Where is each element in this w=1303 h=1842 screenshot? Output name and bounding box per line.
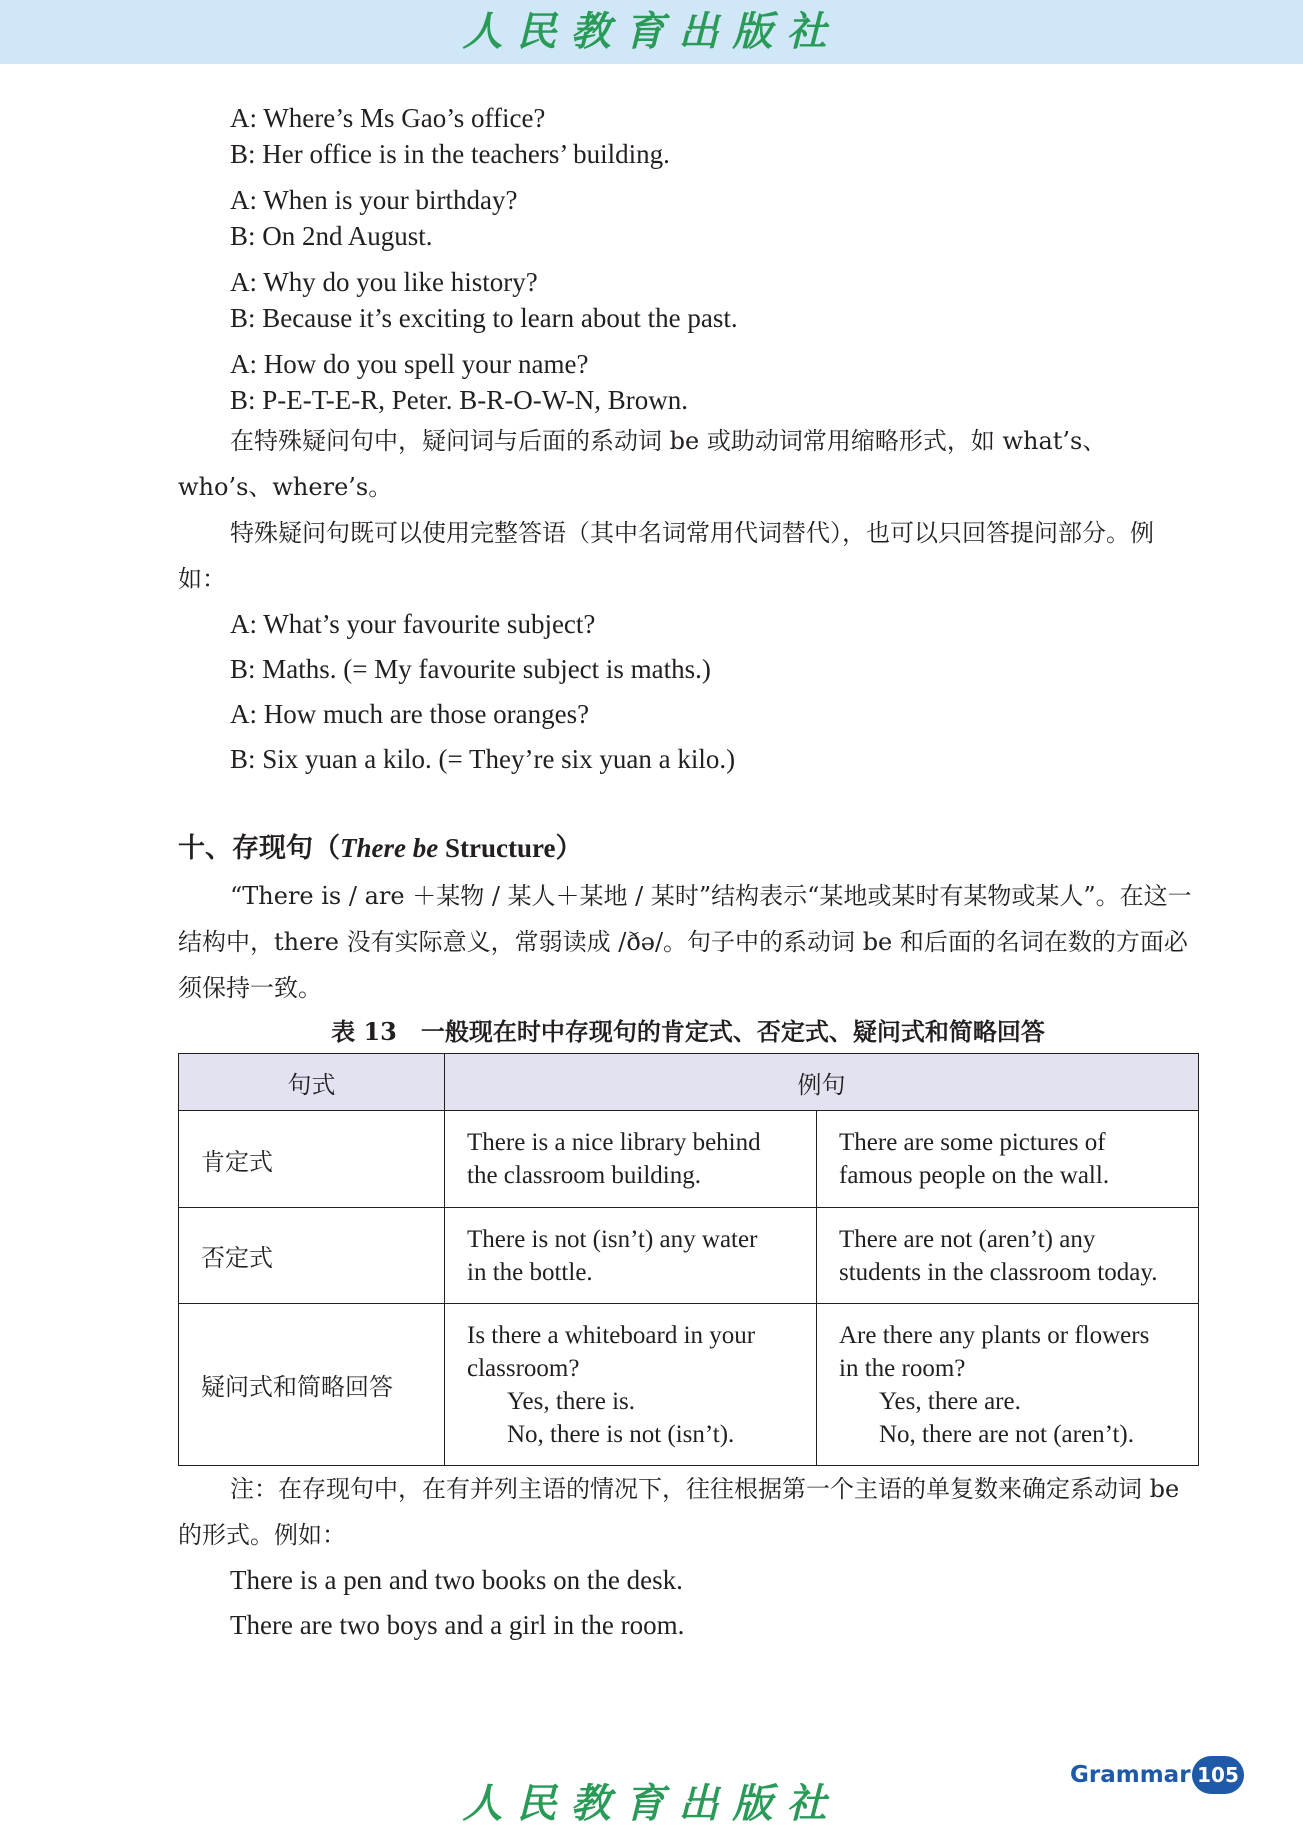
example-text: There is not (isn’t) any water <box>467 1225 758 1253</box>
publisher-logo-top: 人民教育出版社 <box>462 8 841 55</box>
example-line: B: Maths. (= My favourite subject is maths.) <box>230 654 711 684</box>
table-row <box>179 1304 1199 1466</box>
dialog-4 <box>230 346 1198 418</box>
example-line: A: How much are those oranges? <box>230 699 590 729</box>
dialog-line: A: When is your birthday? <box>230 185 518 215</box>
dialog-line: A: How do you spell your name? <box>230 349 589 379</box>
example-cell <box>817 1304 1199 1466</box>
section-title-rest: Structure <box>438 833 556 863</box>
table-row <box>179 1208 1199 1304</box>
page-content <box>178 100 1198 1648</box>
answer-text: Yes, there are. <box>879 1387 1021 1415</box>
example-cell <box>445 1208 817 1304</box>
note-paragraph: 注：在存现句中，在有并列主语的情况下，往往根据第一个主语的单复数来确定系动词 be 的形式。例如： <box>178 1475 1180 1549</box>
dialog-3 <box>230 264 1198 336</box>
paragraph-structure: “There is / are ＋某物 / 某人＋某地 / 某时”结构表示“某地或某时有某物或某人”。在这一结构中，there 没有实际意义，常弱读成 /ðə/。句子中的系动词 be 和后面的名词在数的方面必须保持一致。 <box>178 882 1192 1002</box>
header-examples: 例句 <box>445 1054 1199 1111</box>
example-text: students in the classroom today. <box>839 1258 1158 1286</box>
grammar-table <box>178 1053 1199 1466</box>
section-title-italic: There be <box>340 833 439 863</box>
pattern-cell: 疑问式和简略回答 <box>179 1304 445 1466</box>
dialog-line: A: Where’s Ms Gao’s office? <box>230 103 546 133</box>
example-text: famous people on the wall. <box>839 1162 1110 1189</box>
answer-text: Yes, there is. <box>507 1387 636 1415</box>
paragraph-contractions: 在特殊疑问句中，疑问词与后面的系动词 be 或助动词常用缩略形式，如 what’s、who’s、where’s。 <box>178 427 1107 501</box>
pattern-cell: 肯定式 <box>179 1111 445 1208</box>
example-text: Are there any plants or flowers <box>839 1321 1150 1349</box>
dialog-line: B: P-E-T-E-R, Peter. B-R-O-W-N, Brown. <box>230 385 688 415</box>
page-number-badge: 105 <box>1192 1756 1244 1794</box>
dialog-line: A: Why do you like history? <box>230 267 538 297</box>
example-text: in the bottle. <box>467 1258 593 1286</box>
dialog-line: B: Because it’s exciting to learn about the past. <box>230 303 738 333</box>
example-text: There is a nice library behind <box>467 1129 761 1156</box>
pattern-cell: 否定式 <box>179 1208 445 1304</box>
dialog-2 <box>230 182 1198 254</box>
example-line: A: What’s your favourite subject? <box>230 609 596 639</box>
header-pattern: 句式 <box>179 1054 445 1111</box>
dialog-line: B: Her office is in the teachers’ building. <box>230 139 670 169</box>
example-text: Is there a whiteboard in your <box>467 1321 756 1349</box>
publisher-logo-bottom: 人民教育出版社 <box>462 1780 841 1827</box>
example-line: B: Six yuan a kilo. (= They’re six yuan a kilo.) <box>230 744 736 774</box>
section-number: 十、存现句（ <box>178 833 340 864</box>
dialog-1 <box>230 100 1198 172</box>
example-cell <box>817 1111 1199 1208</box>
answer-text: No, there are not (aren’t). <box>879 1420 1134 1448</box>
section-close: ） <box>555 833 583 864</box>
note-example: There are two boys and a girl in the room. <box>230 1610 685 1640</box>
example-text: There are not (aren’t) any <box>839 1225 1096 1253</box>
example-cell <box>445 1304 817 1466</box>
table-caption: 表 13 一般现在时中存现句的肯定式、否定式、疑问式和简略回答 <box>331 1017 1045 1046</box>
dialog-line: B: On 2nd August. <box>230 221 433 251</box>
note-example: There is a pen and two books on the desk. <box>230 1565 683 1595</box>
example-text: in the room? <box>839 1354 966 1382</box>
example-cell <box>817 1208 1199 1304</box>
example-cell <box>445 1111 817 1208</box>
table-row <box>179 1111 1199 1208</box>
section-heading <box>178 826 1198 871</box>
answer-text: No, there is not (isn’t). <box>507 1420 735 1448</box>
example-text: There are some pictures of <box>839 1129 1106 1156</box>
example-text: classroom? <box>467 1354 580 1382</box>
footer-section-label: Grammar <box>1070 1762 1191 1788</box>
table-header-row <box>179 1054 1199 1111</box>
example-text: the classroom building. <box>467 1162 701 1189</box>
paragraph-answers: 特殊疑问句既可以使用完整答语（其中名词常用代词替代），也可以只回答提问部分。例如： <box>178 519 1154 593</box>
